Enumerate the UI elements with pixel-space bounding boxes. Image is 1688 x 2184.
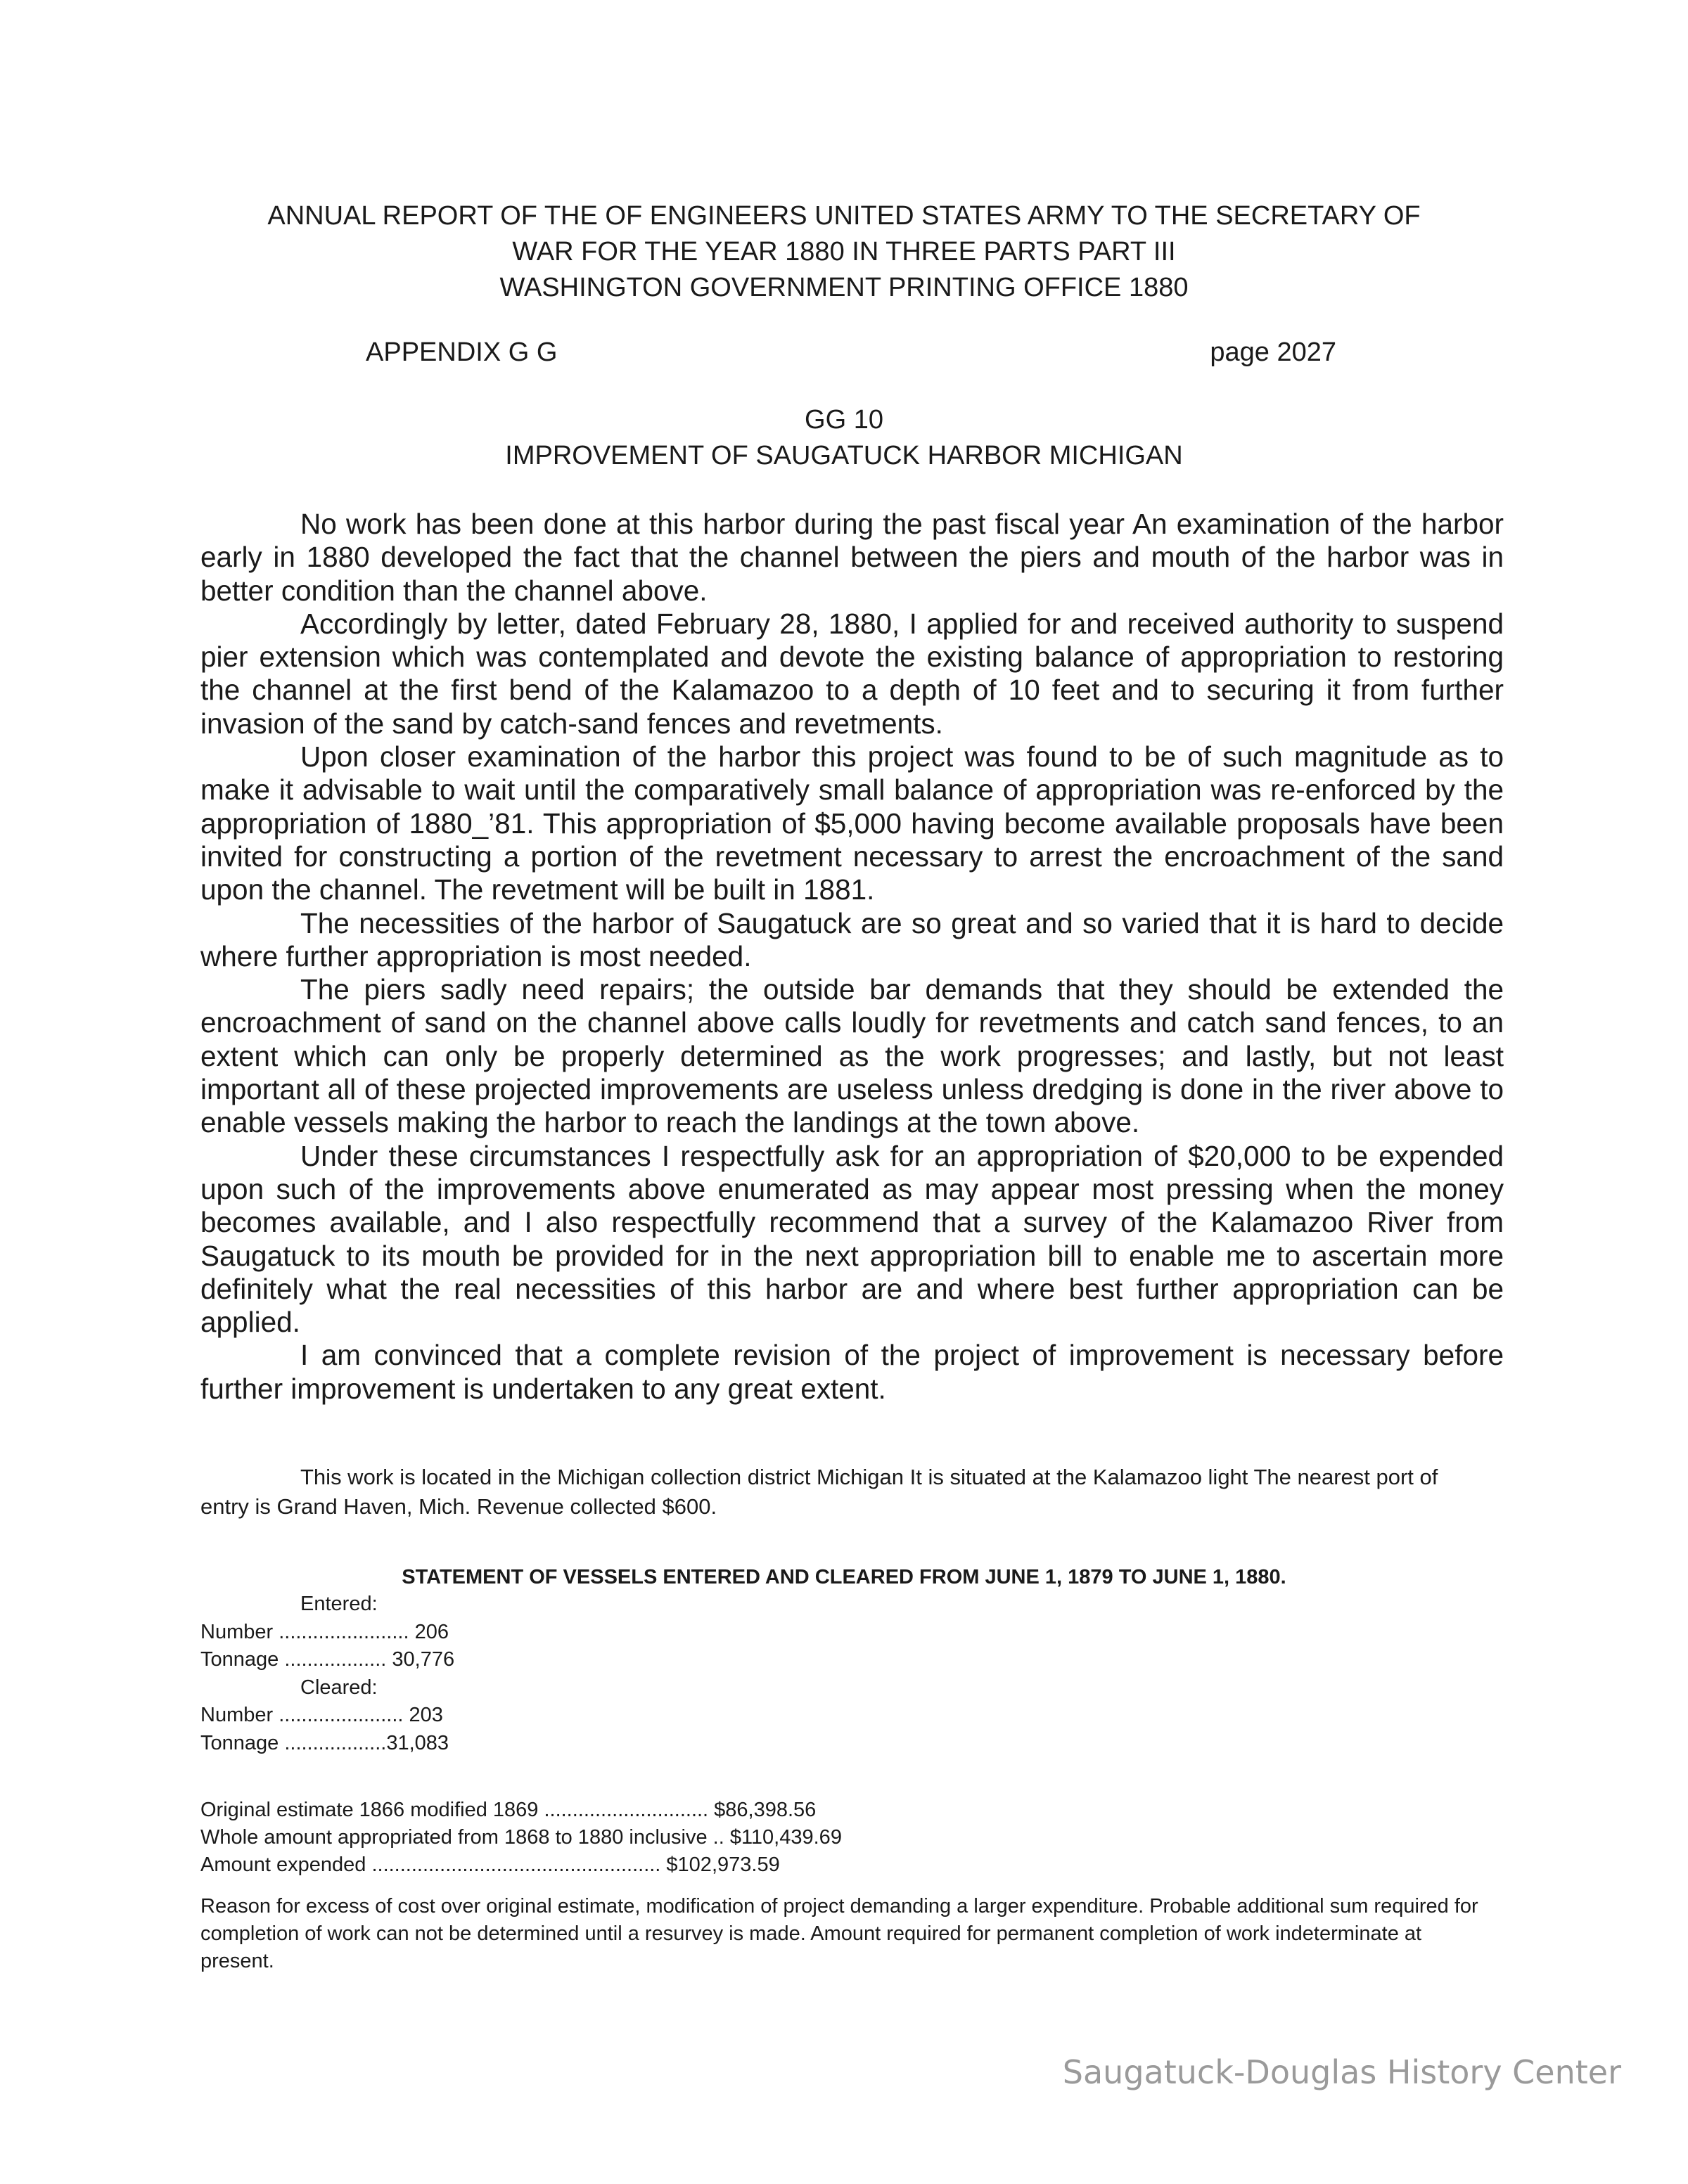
watermark: Saugatuck-Douglas History Center	[1062, 2053, 1621, 2091]
header-line-2: WAR FOR THE YEAR 1880 IN THREE PARTS PART III	[512, 237, 1176, 266]
vessel-statement	[200, 1591, 454, 1757]
original-estimate: Original estimate 1866 modified 1869 ............................. $86,398.56	[200, 1799, 817, 1821]
paragraph: The necessities of the harbor of Saugatuck are so great and so varied that it is hard to decide where further appropriation is most needed.	[200, 906, 1504, 972]
section-number: GG 10	[805, 405, 883, 435]
paragraph: No work has been done at this harbor during the past fiscal year An examination of the harbor early in 1880 developed the fact that the channel between the piers and mouth of the harbor was in better condition than the channel above.	[200, 508, 1504, 607]
cleared-tonnage: Tonnage ..................31,083	[200, 1731, 449, 1754]
paragraph: I am convinced that a complete revision of the project of improvement is necessary before further improvement is undertaken to any great extent.	[200, 1339, 1504, 1405]
location-text: This work is located in the Michigan collection district Michigan It is situated at the Kalamazoo light The nearest port of entry is Grand Haven, Mich. Revenue collected $600.	[200, 1465, 1438, 1519]
entered-label: Entered:	[300, 1593, 378, 1615]
appendix-label: APPENDIX G G	[366, 338, 558, 367]
paragraph: Upon closer examination of the harbor this project was found to be of such magnitude as to make it advisable to wait until the comparatively small balance of appropriation was re-enforced by the appropriation of 1880_’81. This appropriation of $5,000 having become available proposals have been invited for constructing a portion of the revetment necessary to arrest the encroachment of the sand upon the channel. The revetment will be built in 1881.	[200, 740, 1504, 906]
location-note	[200, 1463, 1488, 1522]
amount-expended: Amount expended ................................................... $102,973.59	[200, 1854, 780, 1876]
report-header	[176, 198, 1512, 306]
header-line-3: WASHINGTON GOVERNMENT PRINTING OFFICE 1880	[499, 273, 1189, 302]
page-number: page 2027	[1210, 338, 1336, 367]
section-title: IMPROVEMENT OF SAUGATUCK HARBOR MICHIGAN	[505, 441, 1183, 470]
amount-appropriated: Whole amount appropriated from 1868 to 1880 inclusive .. $110,439.69	[200, 1826, 842, 1849]
financial-summary	[200, 1797, 842, 1879]
paragraph: The piers sadly need repairs; the outside bar demands that they should be extended the encroachment of sand on the channel above calls loudly for revetments and catch sand fences, to an extent which can only be properly determined as the work progresses; and lastly, but not least important all of these projected improvements are useless unless dredging is done in the river above to enable vessels making the harbor to reach the landings at the town above.	[200, 973, 1504, 1139]
cleared-number: Number ...................... 203	[200, 1704, 443, 1726]
entered-tonnage: Tonnage .................. 30,776	[200, 1648, 455, 1671]
paragraph: Accordingly by letter, dated February 28, 1880, I applied for and received authority to suspend pier extension which was contemplated and devote the existing balance of appropriation to restoring the channel at the first bend of the Kalamazoo to a depth of 10 feet and to securing it from further invasion of the sand by catch-sand fences and revetments.	[200, 607, 1504, 740]
paragraph: Under these circumstances I respectfully ask for an appropriation of $20,000 to be expended upon such of the improvements above enumerated as may appear most pressing when the money becomes available, and I also respectfully recommend that a survey of the Kalamazoo River from Saugatuck to its mouth be provided for in the next appropriation bill to enable me to ascertain more definitely what the real necessities of this harbor are and where best further appropriation can be applied.	[200, 1139, 1504, 1339]
statement-title: STATEMENT OF VESSELS ENTERED AND CLEARED FROM JUNE 1, 1879 TO JUNE 1, 1880.	[402, 1566, 1286, 1588]
report-body	[200, 508, 1504, 1406]
header-line-1: ANNUAL REPORT OF THE OF ENGINEERS UNITED STATES ARMY TO THE SECRETARY OF	[267, 201, 1421, 231]
cleared-label: Cleared:	[300, 1676, 378, 1699]
entered-number: Number ....................... 206	[200, 1620, 449, 1643]
section-heading	[176, 402, 1512, 474]
reason-note: Reason for excess of cost over original estimate, modification of project demanding a larger expenditure. Probable additional sum required for completion of work can not be determined until a resurvey is made. Amount required for permanent completion of work indeterminate at present.	[200, 1895, 1478, 1972]
appendix-row	[366, 338, 1336, 373]
